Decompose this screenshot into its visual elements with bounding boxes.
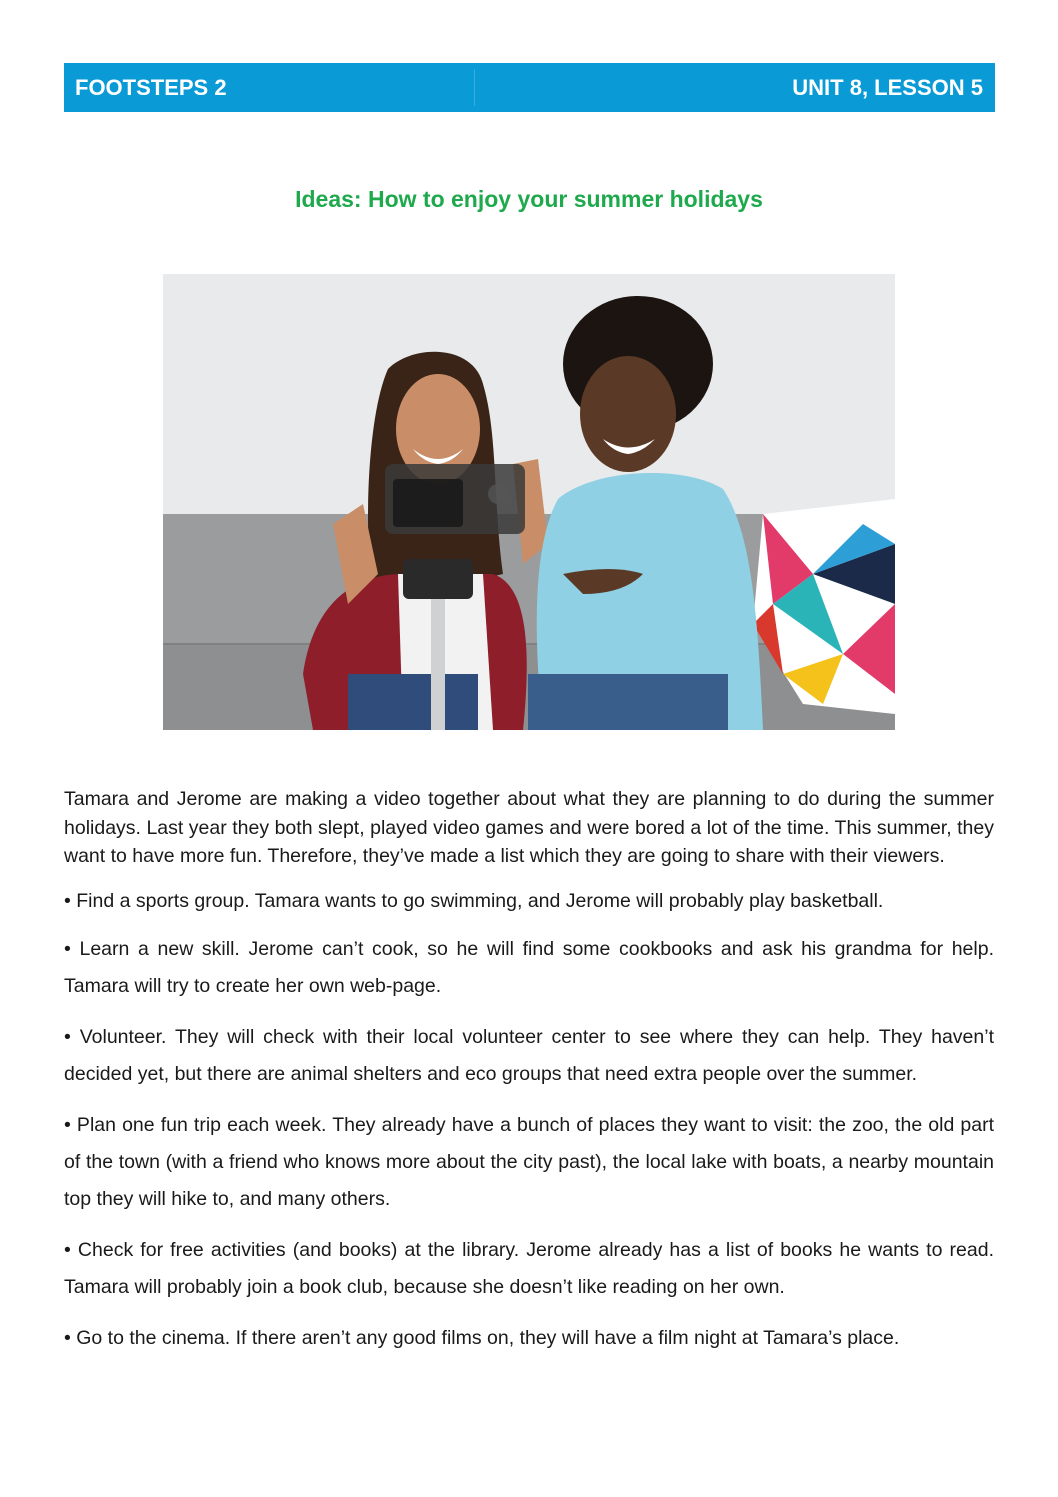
list-item: • Check for free activities (and books) at the library. Jerome already has a list of books he wants to read. Tamara will probably join a book club, because she doesn’t like reading on her own. bbox=[64, 1238, 994, 1298]
list-item: • Learn a new skill. Jerome can’t cook, so he will find some cookbooks and ask his grandma for help. Tamara will try to create her own web-page. bbox=[64, 937, 994, 997]
header-divider bbox=[474, 69, 475, 106]
photo-two-people-filming-video bbox=[163, 274, 895, 730]
list-item: • Volunteer. They will check with their local volunteer center to see where they can help. They haven’t decided yet, but there are animal shelters and eco groups that need extra people over the summer. bbox=[64, 1025, 994, 1085]
list-item: • Plan one fun trip each week. They already have a bunch of places they want to visit: the zoo, the old part of the town (with a friend who knows more about the city past), the local lake with boats, a nearby mountain top they will hike to, and many others. bbox=[64, 1113, 994, 1210]
list-item: • Find a sports group. Tamara wants to go swimming, and Jerome will probably play basketball. bbox=[64, 889, 884, 912]
book-title: FOOTSTEPS 2 bbox=[75, 75, 227, 100]
unit-lesson-label: UNIT 8, LESSON 5 bbox=[792, 75, 983, 100]
list-item: • Go to the cinema. If there aren’t any good films on, they will have a film night at Tamara’s place. bbox=[64, 1326, 900, 1349]
article-body bbox=[64, 785, 994, 1368]
intro-paragraph: Tamara and Jerome are making a video together about what they are planning to do during the summer holidays. Last year they both slept, played video games and were bored a lot of the time. This summer, they want to have more fun. Therefore, they’ve made a list which they are going to share with their viewers. bbox=[64, 788, 994, 867]
header-bar bbox=[64, 63, 995, 112]
page-title: Ideas: How to enjoy your summer holidays bbox=[295, 186, 763, 212]
